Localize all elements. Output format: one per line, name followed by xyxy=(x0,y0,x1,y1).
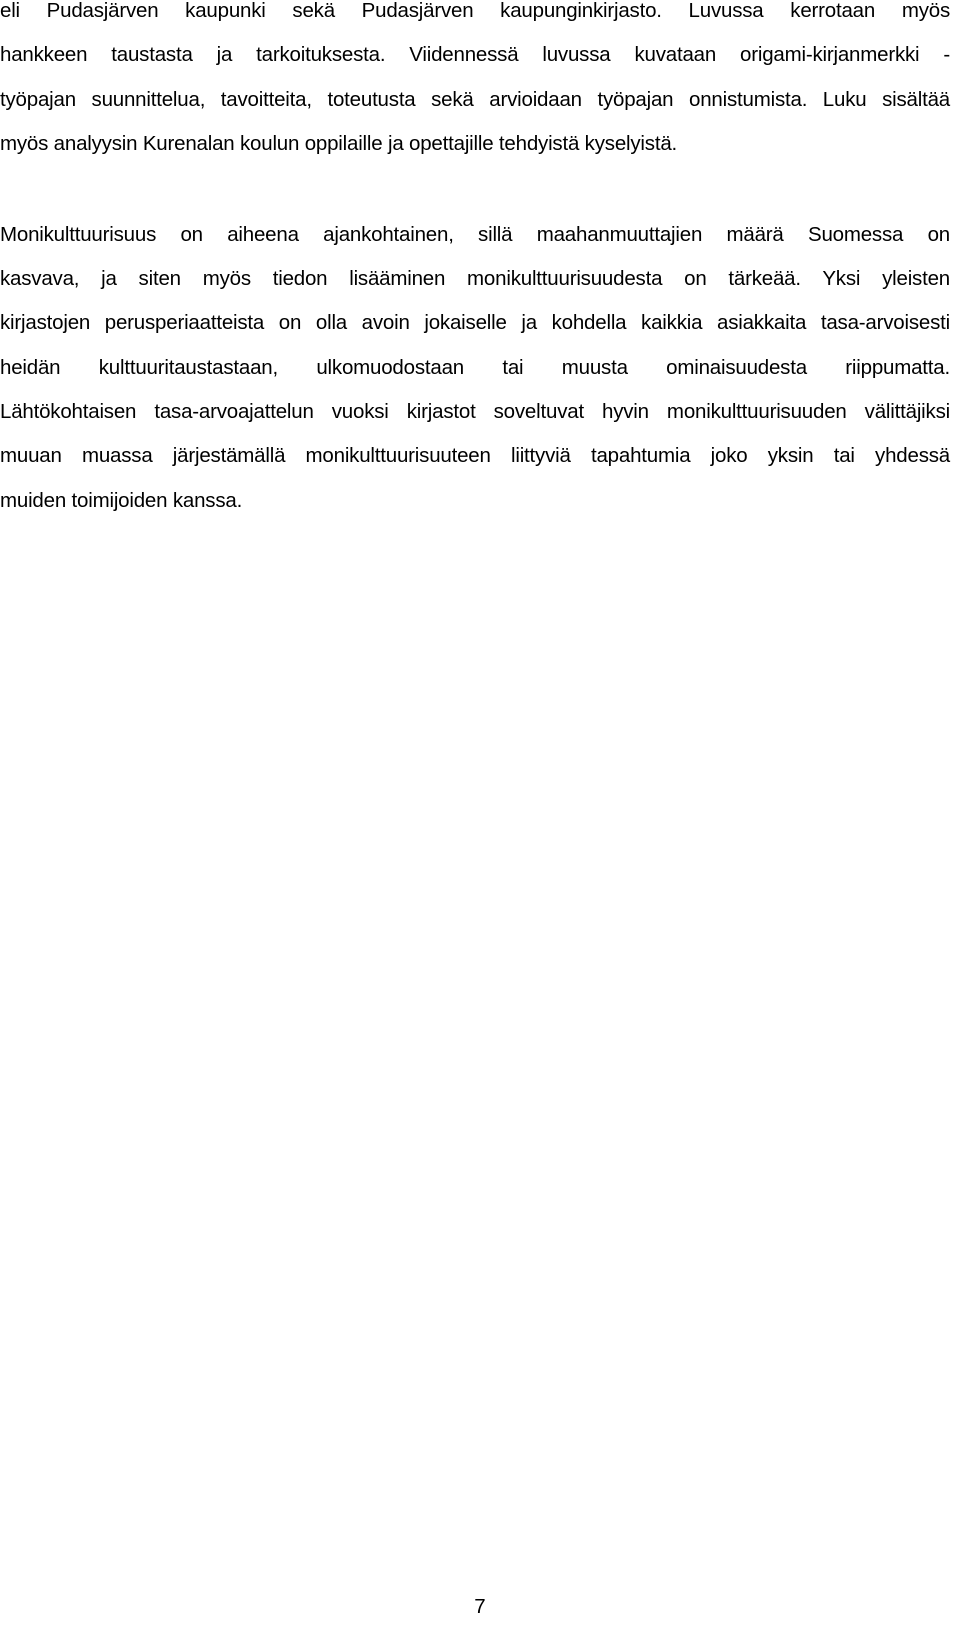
text-line: työpajan suunnittelua, tavoitteita, toteutusta sekä arvioidaan työpajan onnistumista. Luku sisältää xyxy=(0,88,950,111)
text-line: Monikulttuurisuus on aiheena ajankohtainen, sillä maahanmuuttajien määrä Suomessa on xyxy=(0,223,950,246)
text-line: muiden toimijoiden kanssa. xyxy=(0,489,243,512)
text-line: Lähtökohtaisen tasa-arvoajattelun vuoksi kirjastot soveltuvat hyvin monikulttuurisuuden välittäjiksi xyxy=(0,400,950,423)
text-line: muuan muassa järjestämällä monikulttuurisuuteen liittyviä tapahtumia joko yksin tai yhdessä xyxy=(0,444,950,467)
text-line: kirjastojen perusperiaatteista on olla avoin jokaiselle ja kohdella kaikkia asiakkaita tasa-arvoisesti xyxy=(0,311,950,334)
text-line: hankkeen taustasta ja tarkoituksesta. Viidennessä luvussa kuvataan origami-kirjanmerkki - xyxy=(0,43,950,66)
text-line: heidän kulttuuritaustastaan, ulkomuodostaan tai muusta ominaisuudesta riippumatta. xyxy=(0,356,950,379)
page-number: 7 xyxy=(474,1595,486,1618)
text-line: kasvava, ja siten myös tiedon lisääminen monikulttuurisuudesta on tärkeää. Yksi yleisten xyxy=(0,267,950,290)
text-line: eli Pudasjärven kaupunki sekä Pudasjärven kaupunginkirjasto. Luvussa kerrotaan myös xyxy=(0,0,950,22)
text-line: myös analyysin Kurenalan koulun oppilaille ja opettajille tehdyistä kyselyistä. xyxy=(0,132,678,155)
